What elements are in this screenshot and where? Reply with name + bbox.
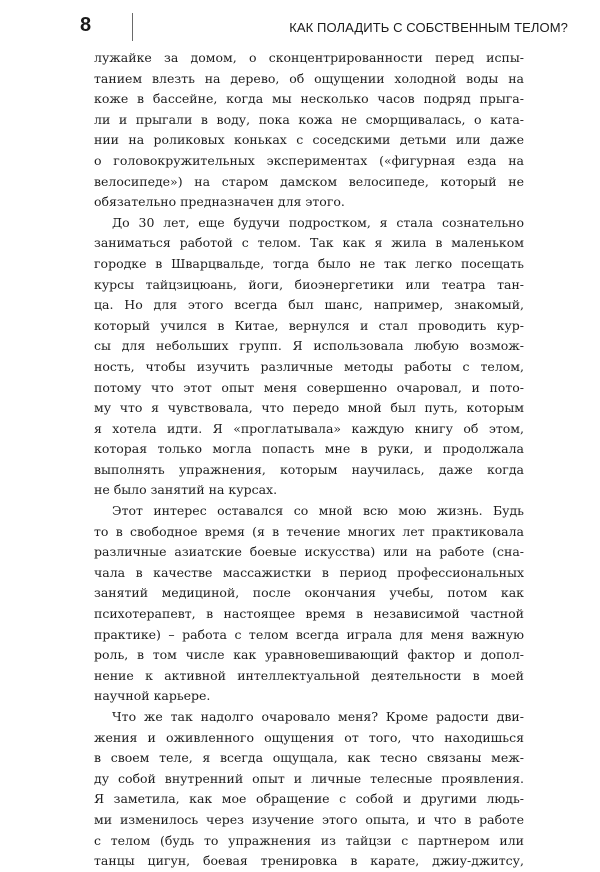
text-line: ли и прыгали в воду, пока кожа не сморщивалась, о ката- bbox=[94, 111, 524, 127]
text-line: чала в качестве массажистки в период профессиональных bbox=[94, 564, 524, 580]
text-line: я хотела идти. Я «проглатывала» каждую книгу об этом, bbox=[94, 420, 524, 436]
text-line: занятий медициной, после окончания учебы, потом как bbox=[94, 585, 524, 601]
paragraph-first-line: До 30 лет, еще будучи подростком, я стала сознательно bbox=[112, 214, 524, 230]
text-line: ми изменилось через изучение этого опыта, и что в работе bbox=[94, 811, 524, 827]
paragraph-first-line: Этот интерес оставался со мной всю мою жизнь. Будь bbox=[112, 503, 524, 519]
text-line: различные азиатские боевые искусства) или на работе (сна- bbox=[94, 544, 524, 560]
text-line: то в свободное время (я в течение многих лет практиковала bbox=[94, 523, 524, 539]
text-line: городке в Шварцвальде, тогда было не так легко посещать bbox=[94, 255, 524, 271]
text-line: велосипеде») на старом дамском велосипеде, который не bbox=[94, 173, 524, 189]
text-line: жения и оживленного ощущения от того, что находишься bbox=[94, 729, 524, 745]
text-line: коже в бассейне, когда мы несколько часов подряд прыга- bbox=[94, 91, 524, 107]
paragraph-first-line: Что же так надолго очаровало меня? Кроме радости дви- bbox=[112, 709, 524, 724]
text-line: который учился в Китае, вернулся и стал проводить кур- bbox=[94, 317, 524, 333]
text-line: ду собой внутренний опыт и личные телесные проявления. bbox=[94, 770, 524, 786]
text-line: сы для небольших групп. Я использовала любую возмож- bbox=[94, 338, 524, 354]
running-title: КАК ПОЛАДИТЬ С СОБСТВЕННЫМ ТЕЛОМ? bbox=[289, 20, 568, 35]
text-line: танием влезть на дерево, об ощущении холодной воды на bbox=[94, 70, 524, 86]
text-line: практике) – работа с телом всегда играла для меня важную bbox=[94, 626, 524, 642]
header-divider bbox=[132, 13, 133, 41]
text-line: с телом (будь то упражнения из тайцзи с партнером или bbox=[94, 832, 524, 848]
text-line: нии на роликовых коньках с соседскими детьми или даже bbox=[94, 132, 524, 148]
text-line: заниматься работой с телом. Так как я жила в маленьком bbox=[94, 235, 524, 251]
page-header bbox=[80, 12, 568, 42]
text-line: научной карьере. bbox=[94, 688, 211, 704]
page-number: 8 bbox=[80, 14, 92, 36]
text-line: выполнять упражнения, которым научилась, даже когда bbox=[94, 461, 524, 477]
text-line: нение к активной интеллектуальной деятельности в моей bbox=[94, 667, 524, 683]
text-line: ность, чтобы изучить различные методы работы с телом, bbox=[94, 358, 524, 374]
text-line: танцы цигун, боевая тренировка в карате, джиу-джитсу, bbox=[94, 853, 524, 869]
text-line: которая только могла попасть мне в руки, и продолжала bbox=[94, 441, 524, 457]
text-line: не было занятий на курсах. bbox=[94, 482, 278, 498]
text-line: потому что этот опыт меня совершенно очаровал, и пото- bbox=[94, 379, 524, 395]
text-line: ца. Но для этого всегда был шанс, например, знакомый, bbox=[94, 297, 524, 313]
text-line: Я заметила, как мое обращение с собой и другими людь- bbox=[94, 791, 524, 807]
text-line: му что я чувствовала, что передо мной был путь, которым bbox=[94, 400, 524, 416]
text-line: психотерапевт, в настоящее время в независимой частной bbox=[94, 606, 524, 622]
text-line: в своем теле, я всегда ощущала, как тесно связаны меж- bbox=[94, 750, 524, 766]
text-line: лужайке за домом, о сконцентрированности перед испы- bbox=[94, 50, 524, 65]
text-line: обязательно предназначен для этого. bbox=[94, 194, 345, 210]
text-line: курсы тайцзицюань, йоги, биоэнергетики или театра тан- bbox=[94, 276, 524, 292]
body-text bbox=[94, 48, 524, 872]
text-line: роль, в том числе как уравновешивающий фактор и допол- bbox=[94, 647, 524, 663]
text-line: о головокружительных экспериментах («фигурная езда на bbox=[94, 152, 524, 168]
